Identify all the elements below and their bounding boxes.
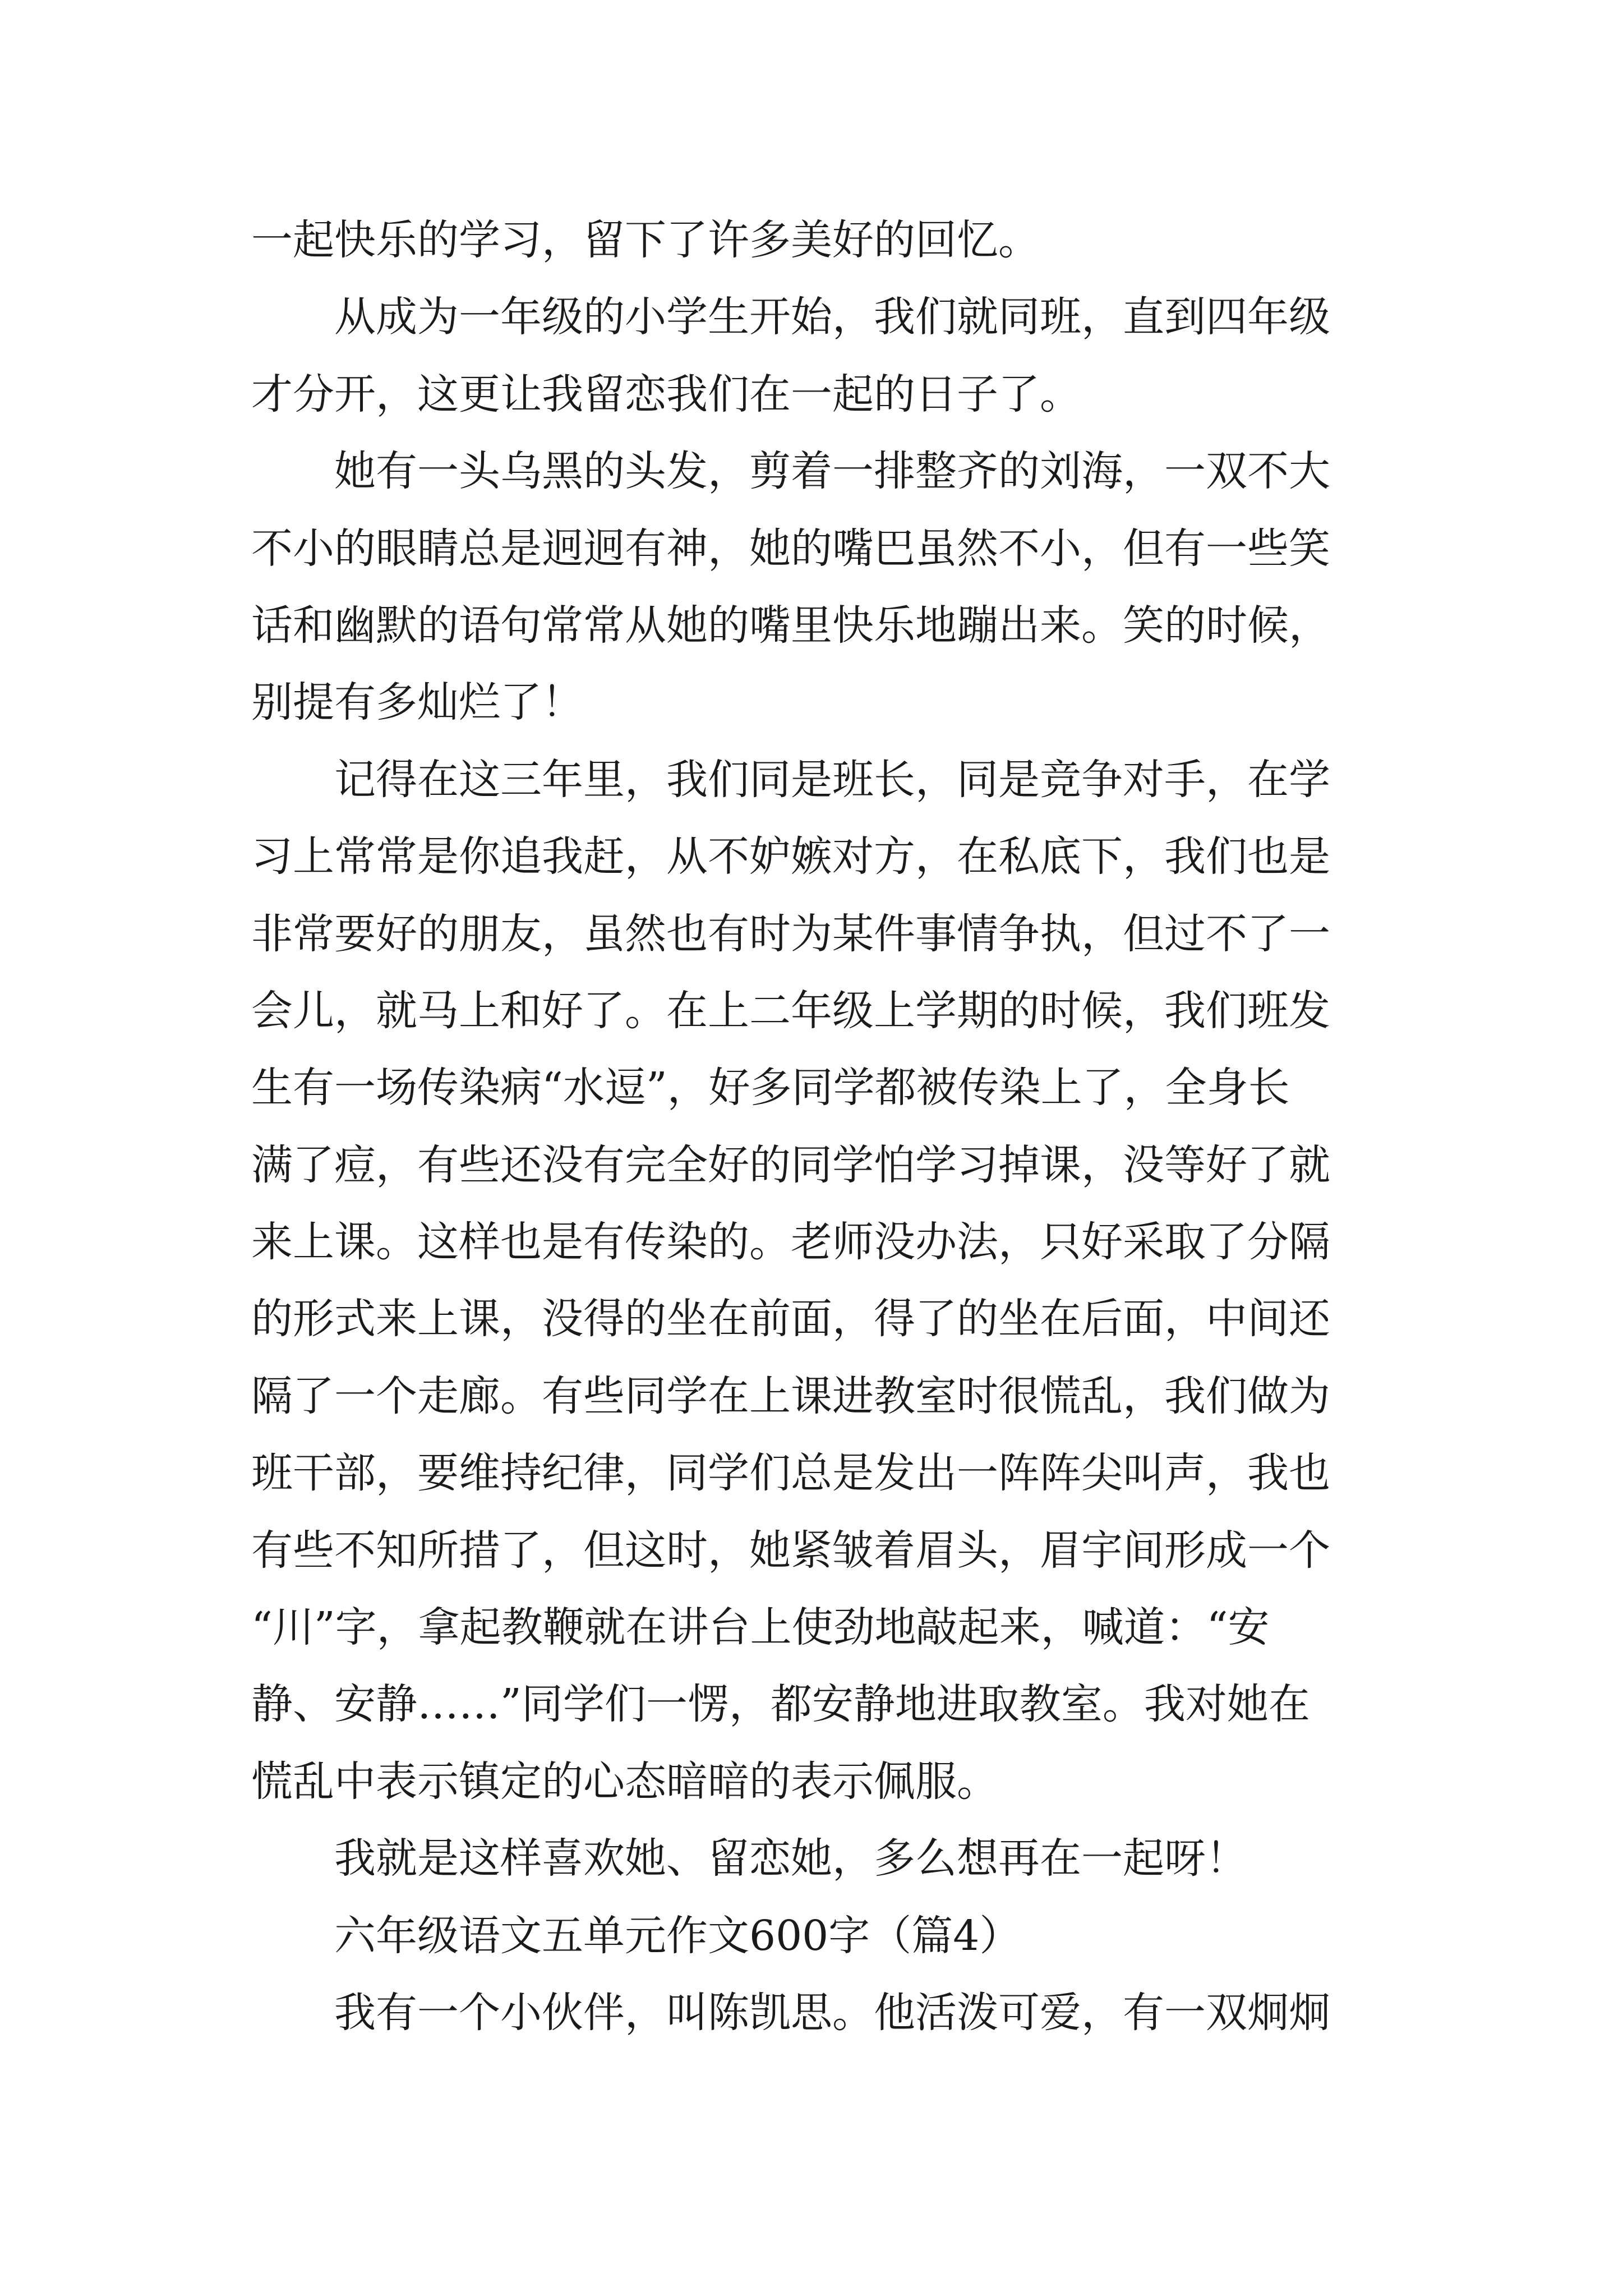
text-line: 她有一头乌黑的头发，剪着一排整齐的刘海，一双不大 — [334, 447, 1330, 496]
text-line: 静、安静……”同学们一愣，都安静地进取教室。我对她在 — [251, 1680, 1310, 1729]
text-line: 我有一个小伙伴，叫陈凯思。他活泼可爱，有一双炯炯 — [334, 1988, 1330, 2037]
text-line: 不小的眼睛总是迥迥有神，她的嘴巴虽然不小，但有一些笑 — [251, 524, 1330, 573]
text-line: 一起快乐的学习，留下了许多美好的回忆。 — [251, 216, 1040, 264]
text-line: 来上课。这样也是有传染的。老师没办法，只好采取了分隔 — [251, 1218, 1330, 1267]
text-line: 班干部，要维持纪律，同学们总是发出一阵阵尖叫声，我也 — [251, 1449, 1330, 1498]
text-line: 生有一场传染病“水逗”，好多同学都被传染上了，全身长 — [251, 1064, 1290, 1112]
text-line: 话和幽默的语句常常从她的嘴里快乐地蹦出来。笑的时候， — [251, 601, 1330, 650]
text-line: 会儿，就马上和好了。在上二年级上学期的时候，我们班发 — [251, 986, 1330, 1035]
text-line: 才分开，这更让我留恋我们在一起的日子了。 — [251, 370, 1081, 418]
text-line: 的形式来上课，没得的坐在前面，得了的坐在后面，中间还 — [251, 1295, 1330, 1343]
text-line: 非常要好的朋友，虽然也有时为某件事情争执，但过不了一 — [251, 909, 1330, 958]
text-line: 习上常常是你追我赶，从不妒嫉对方，在私底下，我们也是 — [251, 832, 1330, 881]
text-line: 慌乱中表示镇定的心态暗暗的表示佩服。 — [251, 1757, 998, 1806]
text-line: 记得在这三年里，我们同是班长，同是竞争对手，在学 — [334, 755, 1330, 804]
text-line: 有些不知所措了，但这时，她紧皱着眉头，眉宇间形成一个 — [251, 1526, 1330, 1575]
text-line: 满了痘，有些还没有完全好的同学怕学习掉课，没等好了就 — [251, 1140, 1330, 1189]
text-line: 从成为一年级的小学生开始，我们就同班，直到四年级 — [334, 293, 1330, 342]
text-line: “川”字，拿起教鞭就在讲台上使劲地敲起来，喊道：“安 — [251, 1603, 1270, 1652]
body-text — [251, 202, 1390, 2051]
text-line: 隔了一个走廊。有些同学在上课进教室时很慌乱，我们做为 — [251, 1372, 1330, 1420]
text-line: 我就是这样喜欢她、留恋她，多么想再在一起呀！ — [334, 1834, 1247, 1883]
text-line: 别提有多灿烂了！ — [251, 678, 583, 727]
section-heading: 六年级语文五单元作文600字（篇4） — [334, 1911, 1021, 1960]
